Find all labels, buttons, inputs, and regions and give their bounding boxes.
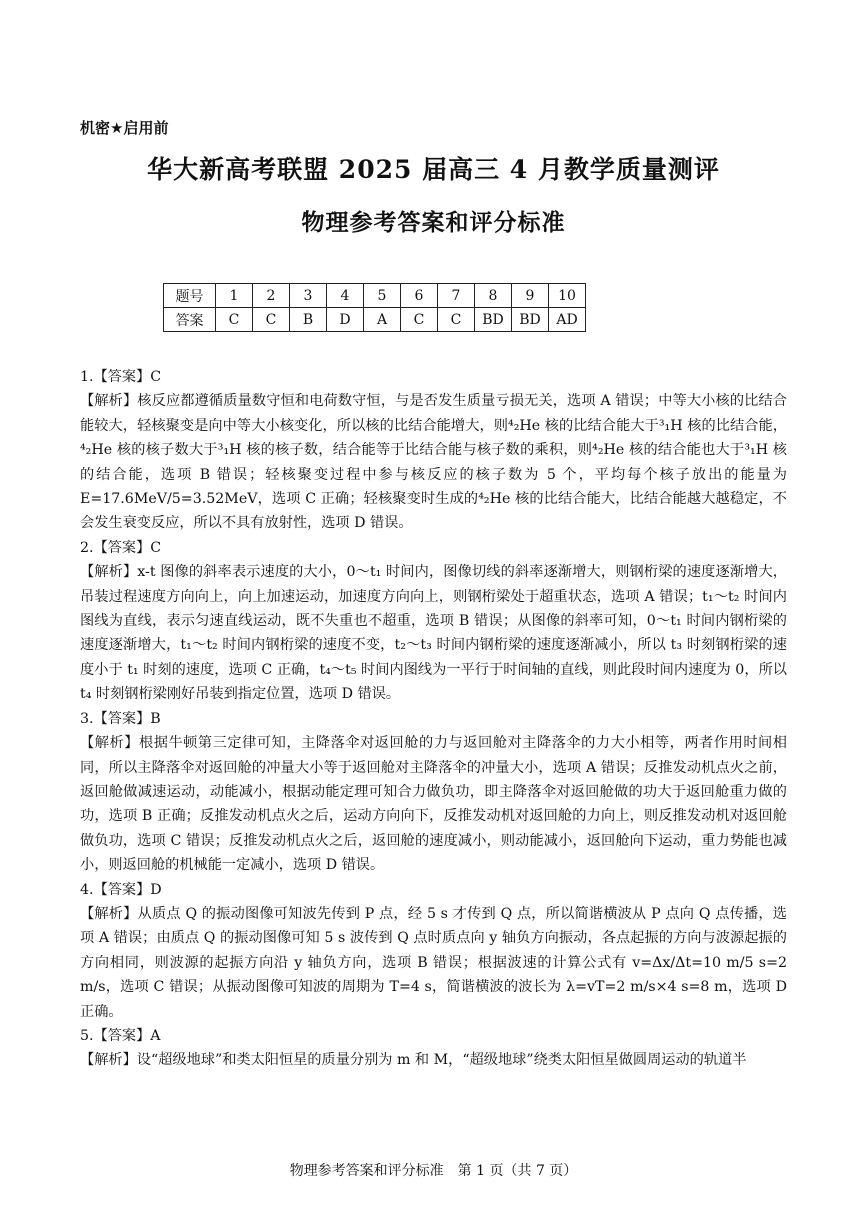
analysis-text: 【解析】核反应都遵循质量数守恒和电荷数守恒，与是否发生质量亏损无关，选项 A 错误；中等大小核的比结合能较大，轻核聚变是向中等大小核变化，所以核的比结合能增大，则⁴₂He 核的比结合能大于³₁H 核的比结合能，⁴₂He 核的核子数大于³₁H 核的核子数，结合能等于比结合能与核子数的乘积，则⁴₂He 核的结合能也大于³₁H 核的结合能，选项 B 错误；轻核聚变过程中参与核反应的核子数为 5 个，平均每个核子放出的能量为 E=17.6MeV/5=3.52MeV，选项 C 正确；轻核聚变时生成的⁴₂He 核的比结合能大，比结合能越大越稳定，不会发生衰变反应，所以不具有放射性，选项 D 错误。 xyxy=(80,393,787,532)
table-cell-answer: C xyxy=(253,308,290,332)
table-cell-answer: BD xyxy=(475,308,512,332)
table-cell-number: 7 xyxy=(438,284,475,308)
table-cell-answer: BD xyxy=(512,308,549,332)
question-block xyxy=(80,365,787,536)
analysis-text: 【解析】根据牛顿第三定律可知，主降落伞对返回舱的力与返回舱对主降落伞的力大小相等，两者作用时间相同，所以主降落伞对返回舱的冲量大小等于返回舱对主降落伞的冲量大小，选项 A 错误；反推发动机点火之前，返回舱做减速运动，动能减小，根据动能定理可知合力做负功，即主降落伞对返回舱做的功大于返回舱重力做的功，选项 B 正确；反推发动机点火之后，运动方向向下，反推发动机对返回舱的力向上，则反推发动机对返回舱做负功，选项 C 错误；反推发动机点火之后，返回舱的速度减小，则动能减小，返回舱向下运动，重力势能也减小，则返回舱的机械能一定减小，选项 D 错误。 xyxy=(80,735,787,874)
table-cell-number: 9 xyxy=(512,284,549,308)
page-subtitle: 物理参考答案和评分标准 xyxy=(301,209,566,236)
table-cell-number: 6 xyxy=(401,284,438,308)
analysis-text: 【解析】从质点 Q 的振动图像可知波先传到 P 点，经 5 s 才传到 Q 点，所以简谐横波从 P 点向 Q 点传播，选项 A 错误；由质点 Q 的振动图像可知 5 s 波传到 Q 点时质点向 y 轴负方向振动，各点起振的方向与波源起振的方向相同，则波源的起振方向沿 y 轴负方向，选项 B 错误；根据波速的计算公式有 v=Δx/Δt=10 m/5 s=2 m/s，选项 C 错误；从振动图像可知波的周期为 T=4 s，简谐横波的波长为 λ=vT=2 m/s×4 s=8 m，选项 D 正确。 xyxy=(80,905,787,1020)
confidential-label: 机密★启用前 xyxy=(80,119,169,137)
table-cell-number: 1 xyxy=(216,284,253,308)
table-cell-number: 8 xyxy=(475,284,512,308)
analysis-text: 【解析】x-t 图像的斜率表示速度的大小，0～t₁ 时间内，图像切线的斜率逐渐增大，则钢桁梁的速度逐渐增大，吊装过程速度方向向上，向上加速运动，加速度方向向上，则钢桁梁处于超重状态，选项 A 错误；t₁～t₂ 时间内图线为直线，表示匀速直线运动，既不失重也不超重，选项 B 错误；从图像的斜率可知，0～t₁ 时间内钢桁梁的速度逐渐增大，t₁～t₂ 时间内钢桁梁的速度不变，t₂～t₃ 时间内钢桁梁的速度逐渐减小，所以 t₃ 时刻钢桁梁的速度小于 t₁ 时刻的速度，选项 C 正确，t₄～t₅ 时间内图线为一平行于时间轴的直线，则此段时间内速度为 0，所以 t₄ 时刻钢桁梁刚好吊装到指定位置，选项 D 错误。 xyxy=(80,564,787,703)
table-row-label: 题号 xyxy=(164,284,216,308)
table-row-label: 答案 xyxy=(164,308,216,332)
table-cell-number: 10 xyxy=(549,284,586,308)
table-cell-answer: B xyxy=(290,308,327,332)
page-title: 华大新高考联盟 2025 届高三 4 月教学质量测评 xyxy=(147,155,720,184)
question-block xyxy=(80,707,787,878)
table-cell-answer: AD xyxy=(549,308,586,332)
answer-line: 1.【答案】C xyxy=(80,369,162,385)
question-block xyxy=(80,1024,787,1073)
table-cell-number: 3 xyxy=(290,284,327,308)
answer-line: 4.【答案】D xyxy=(80,881,162,898)
analysis-text: 【解析】设“超级地球”和类太阳恒星的质量分别为 m 和 M，“超级地球”绕类太阳恒星做圆周运动的轨道半 xyxy=(80,1052,747,1069)
table-cell-answer: D xyxy=(327,308,364,332)
table-cell-number: 5 xyxy=(364,284,401,308)
table-cell-number: 4 xyxy=(327,284,364,308)
table-cell-number: 2 xyxy=(253,284,290,308)
answer-table-answer-row xyxy=(164,308,586,332)
table-cell-answer: C xyxy=(438,308,475,332)
question-block xyxy=(80,536,787,707)
page-footer: 物理参考答案和评分标准 第 1 页（共 7 页） xyxy=(289,1163,578,1179)
answer-line: 2.【答案】C xyxy=(80,539,162,556)
answer-line: 3.【答案】B xyxy=(80,710,161,727)
answer-content xyxy=(80,365,787,1073)
table-cell-answer: A xyxy=(364,308,401,332)
table-cell-answer: C xyxy=(401,308,438,332)
question-block xyxy=(80,878,787,1024)
answer-line: 5.【答案】A xyxy=(80,1027,161,1044)
table-cell-answer: C xyxy=(216,308,253,332)
answer-table-number-row xyxy=(164,284,586,308)
answer-table xyxy=(163,283,586,332)
